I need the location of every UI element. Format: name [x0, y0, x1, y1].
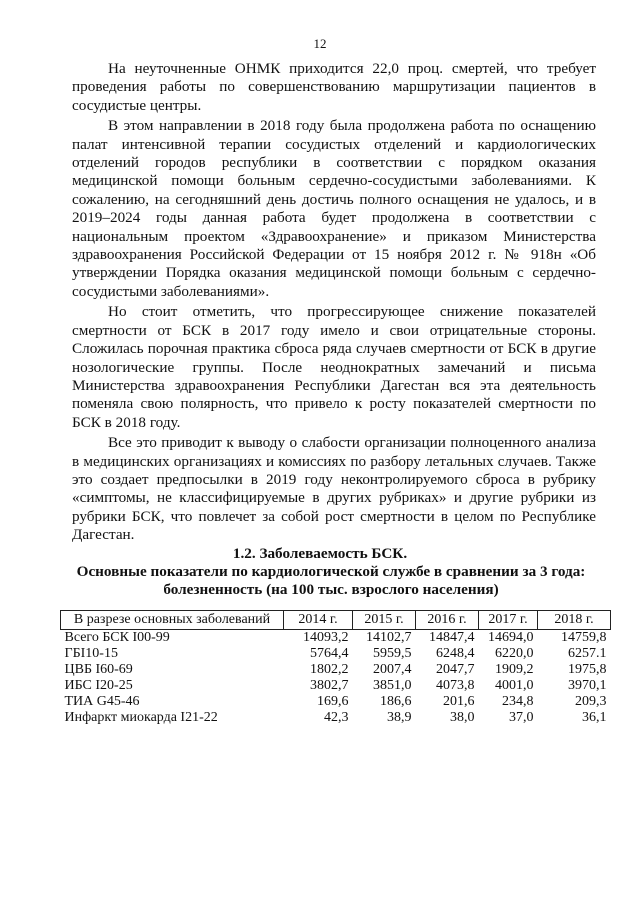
- row-label: Инфаркт миокарда I21-22: [64, 710, 218, 725]
- row-label: Всего БСК I00-99: [64, 630, 170, 645]
- table-cell: 1975,8: [568, 662, 607, 677]
- table-cell: 6257.1: [568, 646, 607, 661]
- table-header-row: [61, 611, 611, 630]
- table-cell: 2047,7: [436, 662, 475, 677]
- paragraph: Все это приводит к выводу о слабости организации полноценного анализа в медицинских организациях и комиссиях по разбору летальных случаев. Также это создает предпосылки в 2019 году неконтролируемого сброса в рубрику «симптомы, не классифицируемые в других рубриках» и другие рубрики из рубрики БСК, что повлечет за собой рост смертности в целом по Республике Дагестан.: [72, 434, 596, 544]
- table-cell: 5959,5: [373, 646, 412, 661]
- paragraph: На неуточненные ОНМК приходится 22,0 проц. смертей, что требует проведения работы по совершенствованию маршрутизации пациентов в сосудистые центры.: [72, 60, 596, 114]
- row-label: ГБI10-15: [64, 646, 118, 661]
- table-row: [61, 646, 611, 662]
- column-header: 2016 г.: [416, 611, 479, 630]
- table-cell: 201,6: [443, 694, 475, 709]
- row-label: ТИА G45-46: [64, 694, 140, 709]
- row-label: ЦВБ I60-69: [64, 662, 133, 677]
- table-cell: 37,0: [509, 710, 534, 725]
- table-cell: 1909,2: [495, 662, 534, 677]
- table-cell: 209,3: [575, 694, 607, 709]
- table-cell: 1802,2: [310, 662, 349, 677]
- page-number: 12: [313, 36, 327, 51]
- table-row: [61, 662, 611, 678]
- table-cell: 3802,7: [310, 678, 349, 693]
- table-cell: 14093,2: [303, 630, 349, 645]
- table-cell: 38,9: [387, 710, 412, 725]
- table-row: [61, 630, 611, 647]
- table-cell: 3851,0: [373, 678, 412, 693]
- table-cell: 3970,1: [568, 678, 607, 693]
- table-cell: 14102,7: [366, 630, 412, 645]
- table-cell: 169,6: [317, 694, 349, 709]
- table-row: [61, 678, 611, 694]
- table-cell: 2007,4: [373, 662, 412, 677]
- section-heading: 1.2. Заболеваемость БСК.: [232, 545, 408, 562]
- row-label: ИБС I20-25: [64, 678, 133, 693]
- body-text: [72, 60, 596, 547]
- column-header: 2017 г.: [479, 611, 538, 630]
- table-cell: 42,3: [324, 710, 349, 725]
- table-cell: 5764,4: [310, 646, 349, 661]
- table-cell: 186,6: [380, 694, 412, 709]
- table-row: [61, 710, 611, 726]
- column-header: В разрезе основных заболеваний: [61, 611, 284, 630]
- paragraph: В этом направлении в 2018 году была продолжена работа по оснащению палат интенсивной терапии сосудистых отделений и кардиологических отделений городов республики в соответствии с порядком оказания медицинской помощи больным сердечно-сосудистыми заболеваниями. К сожалению, на сегодняшний день достичь полного оснащения не удалось, и в 2019–2024 годы данная работа будет продолжена в соответствии с национальным проектом «Здравоохранение» и приказом Министерства здравоохранения Российской Федерации от 15 ноября 2012 г. № 918н «Об утверждении Порядка оказания медицинской помощи больным с сердечно-сосудистыми заболеваниями».: [72, 117, 596, 300]
- table-cell: 6248,4: [436, 646, 475, 661]
- table-cell: 6220,0: [495, 646, 534, 661]
- table-cell: 36,1: [582, 710, 607, 725]
- column-header: 2015 г.: [353, 611, 416, 630]
- morbidity-table: [60, 610, 611, 726]
- table-row: [61, 694, 611, 710]
- table-title: Основные показатели по кардиологической службе в сравнении за 3 года: болезненность (на 100 тыс. взрослого населения): [76, 563, 586, 599]
- table-cell: 14759,8: [561, 630, 607, 645]
- table-cell: 38,0: [450, 710, 475, 725]
- table-cell: 4001,0: [495, 678, 534, 693]
- paragraph: Но стоит отметить, что прогрессирующее снижение показателей смертности от БСК в 2017 году имело и свои отрицательные стороны. Сложилась порочная практика сброса ряда случаев смертности от БСК в другие нозологические группы. После неоднократных замечаний и письма Министерства здравоохранения Республики Дагестан вся эта деятельность поменяла свою полярность, что привело к росту показателей смертности по БСК в 2018 году.: [72, 303, 596, 431]
- column-header: 2014 г.: [284, 611, 353, 630]
- table-cell: 234,8: [502, 694, 534, 709]
- table-cell: 14694,0: [488, 630, 534, 645]
- table-cell: 4073,8: [436, 678, 475, 693]
- table-cell: 14847,4: [429, 630, 475, 645]
- column-header: 2018 г.: [538, 611, 611, 630]
